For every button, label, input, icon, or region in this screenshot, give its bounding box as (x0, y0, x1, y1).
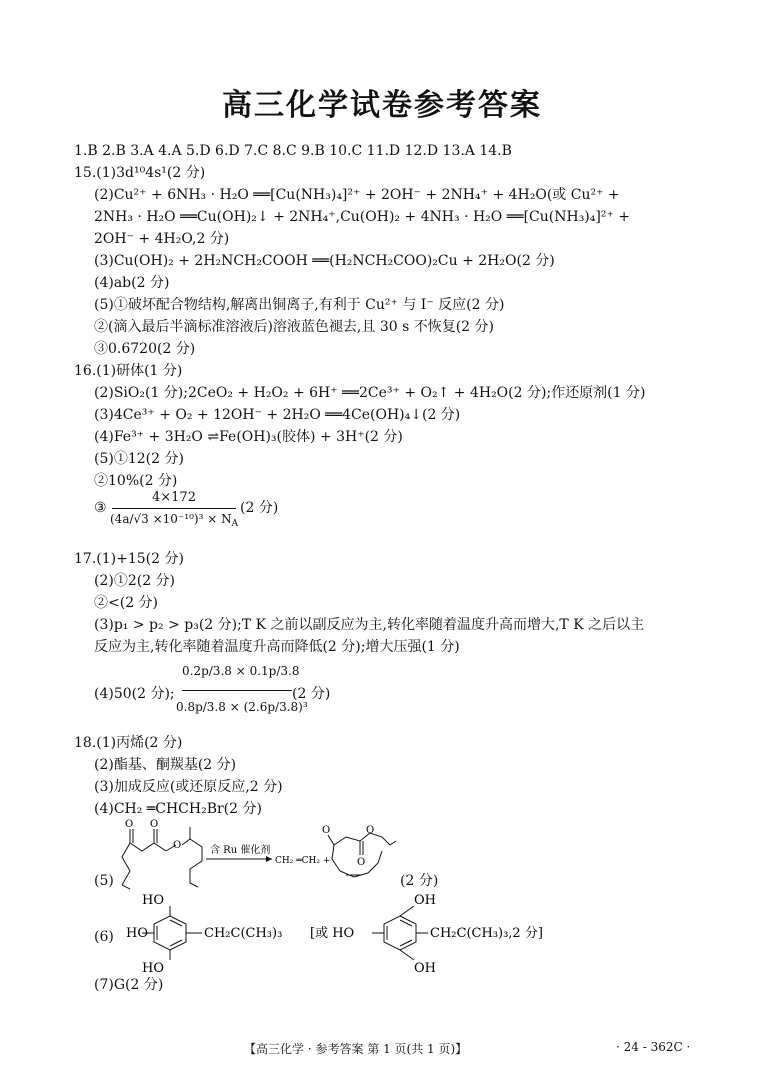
ring1-oh-top: HO (142, 893, 164, 908)
q15-line-3: 2NH₃ · H₂O ══Cu(OH)₂↓ + 2NH₄⁺,Cu(OH)₂ + 4NH₃ · H₂O ══[Cu(NH₃)₄]²⁺ + (94, 209, 631, 225)
q16-line-2: (2)SiO₂(1 分);2CeO₂ + H₂O₂ + 6H⁺ ══2Ce³⁺ + O₂↑ + 4H₂O(2 分);作还原剂(1 分) (94, 385, 646, 401)
q15-line-4: 2OH⁻ + 4H₂O,2 分) (94, 231, 230, 247)
benzene-ring-1 (142, 906, 202, 960)
reaction-arrowhead (266, 856, 272, 862)
ring1-substituent: CH₂C(CH₃)₃ (204, 926, 283, 941)
reactant-oxygen-label-3: O (173, 840, 182, 851)
reaction-scheme (110, 815, 410, 893)
q17-line-6-score: (2 分) (292, 686, 331, 702)
q16-line-6: ②10%(2 分) (94, 473, 178, 489)
q16-line-1: 16.(1)研体(1 分) (74, 363, 183, 379)
q18-line-3: (3)加成反应(或还原反应,2 分) (94, 779, 283, 795)
ring2-oh-top: OH (414, 893, 436, 908)
q15-line-9: ③0.6720(2 分) (94, 341, 196, 357)
byproduct-label: CH₂ ═CH₂ + (275, 856, 331, 866)
q18-line-5-label: (5) (94, 873, 114, 889)
q15-line-6: (4)ab(2 分) (94, 275, 170, 291)
ring2-oh-bottom: OH (414, 961, 436, 976)
q17-fraction-bar (182, 690, 292, 691)
page-title: 高三化学试卷参考答案 (222, 88, 542, 123)
footer-code: · 24 - 362C · (616, 1040, 691, 1054)
q16-fraction-denominator: $(4a/√3 \times 10^{-10})^3 \times N_A$ (110, 512, 239, 529)
q17-line-2: (2)①2(2 分) (94, 573, 176, 589)
q15-line-7: (5)①破坏配合物结构,解离出铜离子,有利于 Cu²⁺ 与 I⁻ 反应(2 分) (94, 297, 505, 313)
q16-line-7-score: (2 分) (240, 500, 279, 516)
q15-line-1: 15.(1)3d¹⁰4s¹(2 分) (74, 165, 206, 181)
q17-line-3: ②<(2 分) (94, 595, 159, 611)
benzene-ring-2 (372, 906, 428, 960)
q18-line-4: (4)CH₂ ═CHCH₂Br(2 分) (94, 801, 262, 817)
q18-structures (120, 890, 590, 978)
footer-page-info: 【高三化学 · 参考答案 第 1 页(共 1 页)】 (244, 1042, 468, 1056)
q18-line-6-label: (6) (94, 929, 114, 945)
q16-fraction-numerator: 4×172 (152, 490, 196, 505)
product-structure (328, 833, 396, 877)
q16-line-3: (3)4Ce³⁺ + O₂ + 12OH⁻ + 2H₂O ══4Ce(OH)₄↓(2 分) (94, 407, 461, 423)
ring1-oh-left: HO (126, 926, 148, 941)
ring1-oh-bottom: HO (142, 961, 164, 976)
q17-line-1: 17.(1)+15(2 分) (74, 551, 184, 567)
q16-line-5: (5)①12(2 分) (94, 451, 184, 467)
q18-line-1: 18.(1)丙烯(2 分) (74, 735, 183, 751)
product-oxygen-label-2: O (366, 825, 375, 836)
q17-fraction-numerator: 0.2p/3.8 × 0.1p/3.8 (182, 664, 300, 678)
q17-line-5: 反应为主,转化率随着温度升高而降低(2 分);增大压强(1 分) (94, 639, 460, 655)
q17-line-4: (3)p₁ > p₂ > p₃(2 分);T K 之前以副反应为主,转化率随着温度升高而增大,T K 之后以主 (94, 617, 645, 633)
q15-line-8: ②(滴入最后半滴标准溶液后)溶液蓝色褪去,且 30 s 不恢复(2 分) (94, 319, 495, 335)
alternative-prefix: [或 HO (310, 926, 355, 941)
ring2-substituent: CH₂C(CH₃)₃,2 分] (430, 926, 543, 941)
q16-fraction-bar (112, 508, 236, 509)
reactant-structure (122, 827, 202, 889)
q15-line-2: (2)Cu²⁺ + 6NH₃ · H₂O ══[Cu(NH₃)₄]²⁺ + 2OH⁻ + 2NH₄⁺ + 4H₂O(或 Cu²⁺ + (94, 187, 620, 203)
reactant-oxygen-label-1: O (125, 819, 134, 830)
q18-line-2: (2)酯基、酮羰基(2 分) (94, 757, 237, 773)
q18-line-5-score: (2 分) (400, 873, 439, 889)
q17-line-6-prefix: (4)50(2 分); (94, 686, 175, 702)
multiple-choice-answers: 1.B 2.B 3.A 4.A 5.D 6.D 7.C 8.C 9.B 10.C 11.D 12.D 13.A 14.B (74, 143, 512, 159)
q18-line-7: (7)G(2 分) (94, 977, 164, 993)
q15-line-5: (3)Cu(OH)₂ + 2H₂NCH₂COOH ══(H₂NCH₂COO)₂Cu + 2H₂O(2 分) (94, 253, 555, 269)
q17-fraction-denominator: 0.8p/3.8 × (2.6p/3.8)³ (176, 700, 308, 714)
q16-line-4: (4)Fe³⁺ + 3H₂O ⇌Fe(OH)₃(胶体) + 3H⁺(2 分) (94, 429, 403, 445)
q16-line-7-prefix: ③ (94, 500, 107, 516)
reactant-oxygen-label-2: O (150, 819, 159, 830)
product-oxygen-label-3: O (357, 857, 366, 868)
catalyst-label: 含 Ru 催化剂 (210, 845, 271, 856)
product-oxygen-label-1: O (322, 825, 331, 836)
